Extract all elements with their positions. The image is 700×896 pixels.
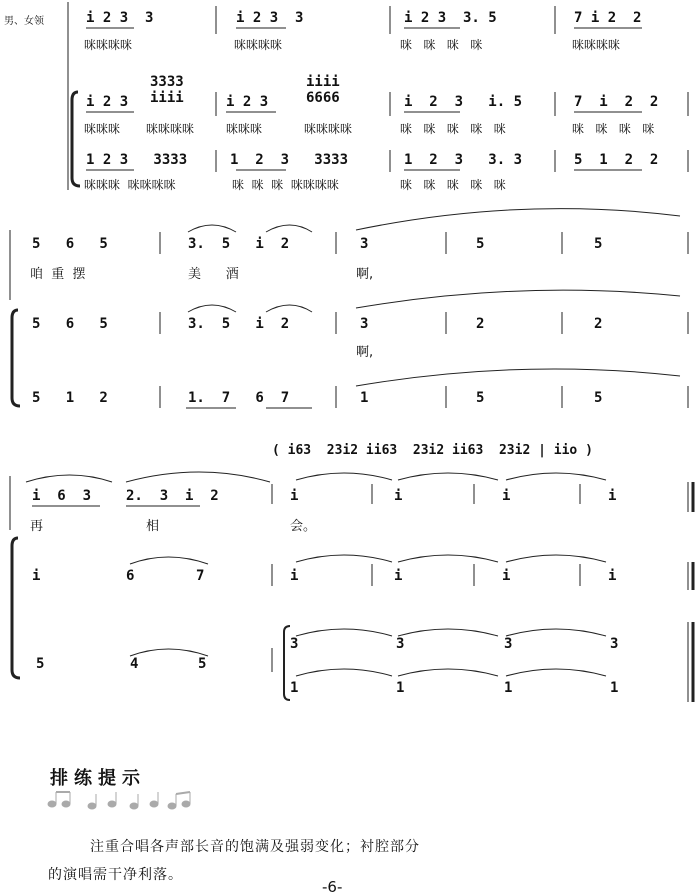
s1-lyric-4: 咪咪咪咪 bbox=[572, 38, 621, 52]
s2-lyric-6: 咪 咪 咪 咪 bbox=[572, 122, 655, 136]
voice-label: 男、女领 bbox=[4, 16, 44, 27]
s3-bottom-note-4: 1 bbox=[610, 680, 619, 696]
s1-lyric-2: 相 bbox=[146, 519, 160, 534]
s3-measure-4: 5 1 2 2 bbox=[574, 152, 659, 168]
s3-top-note-1: 3 bbox=[290, 636, 299, 652]
s1-measure-4: i bbox=[502, 488, 511, 504]
s2-note-3: 7 bbox=[196, 568, 205, 584]
s1-measure-1: i 2 3 3 bbox=[86, 10, 154, 26]
s3-measure-4: 5 bbox=[476, 390, 485, 406]
s1-lyric-3: 咪 咪 咪 咪 bbox=[400, 38, 483, 52]
s2-lyric-1: 啊, bbox=[356, 345, 374, 360]
s1-lyric-3: 啊, bbox=[356, 267, 374, 282]
s1-measure-1: 5 6 5 bbox=[32, 236, 108, 252]
s3-measure-2: 1. 7 6 7 bbox=[188, 390, 290, 406]
s2-note-2: 6 bbox=[126, 568, 135, 584]
s2-measure-5: 2 bbox=[594, 316, 603, 332]
s1-measure-2: i bbox=[290, 488, 299, 504]
s3-lyric-1: 咪咪咪 咪咪咪咪 bbox=[84, 178, 176, 192]
s3-bottom-note-1: 1 bbox=[290, 680, 299, 696]
s2-note-4: i bbox=[290, 568, 299, 584]
page-number: -6- bbox=[322, 878, 343, 896]
s3-measure-2: 1 2 3 3333 bbox=[230, 152, 349, 168]
s1-measure-3: i bbox=[394, 488, 403, 504]
tips-line-1: 注重合唱各声部长音的饱满及强弱变化；衬腔部分 bbox=[90, 839, 420, 855]
s2-lyric-5: 咪 咪 咪 咪 咪 bbox=[400, 122, 506, 136]
s1-measure-1b: 2. 3 i 2 bbox=[126, 488, 219, 504]
tips-line-2: 的演唱需干净利落。 bbox=[48, 867, 183, 883]
s2-note-6: i bbox=[502, 568, 511, 584]
s2-measure-3: 3 bbox=[360, 316, 369, 332]
s1-measure-4: 5 bbox=[476, 236, 485, 252]
s2-measure-1: 5 6 5 bbox=[32, 316, 108, 332]
s2-measure-4: 7 i 2 2 bbox=[574, 94, 659, 110]
s3-bottom-note-2: 1 bbox=[396, 680, 405, 696]
s2-measure-2b: iiii 6666 bbox=[306, 74, 340, 106]
s1-lyric-2: 咪咪咪咪 bbox=[234, 38, 283, 52]
s3-lyric-2: 咪 咪 咪 咪咪咪咪 bbox=[232, 178, 339, 192]
s3-measure-3: 1 2 3 3. 3 bbox=[404, 152, 523, 168]
tips-title: 排练提示 bbox=[50, 768, 146, 789]
s2-lyric-4: 咪咪咪咪 bbox=[304, 122, 353, 136]
s3-measure-3: 1 bbox=[360, 390, 369, 406]
s3-bottom-note-3: 1 bbox=[504, 680, 513, 696]
s2-lyric-3: 咪咪咪 bbox=[226, 122, 263, 136]
s1-lyric-1: 咱 重 摆 bbox=[30, 267, 86, 282]
s2-measure-4: 2 bbox=[476, 316, 485, 332]
s3-left-note-3: 5 bbox=[198, 656, 207, 672]
s1-measure-1a: i 6 3 bbox=[32, 488, 92, 504]
s3-measure-5: 5 bbox=[594, 390, 603, 406]
s1-measure-3: 3 bbox=[360, 236, 369, 252]
s2-lyric-2: 咪咪咪咪 bbox=[146, 122, 195, 136]
s3-left-note-2: 4 bbox=[130, 656, 139, 672]
s3-measure-1: 1 2 3 3333 bbox=[86, 152, 188, 168]
s2-measure-2a: i 2 3 bbox=[226, 94, 269, 110]
s2-measure-1a: i 2 3 bbox=[86, 94, 129, 110]
s1-measure-2: 3. 5 i 2 bbox=[188, 236, 290, 252]
music-notes-icon bbox=[46, 790, 196, 810]
s3-left-note-1: 5 bbox=[36, 656, 45, 672]
s2-measure-1b: 3333 iiii bbox=[150, 74, 184, 106]
s1-measure-3: i 2 3 3. 5 bbox=[404, 10, 497, 26]
s3-top-note-2: 3 bbox=[396, 636, 405, 652]
s1-lyric-1: 再 bbox=[30, 519, 44, 534]
s2-measure-2: 3. 5 i 2 bbox=[188, 316, 290, 332]
s1-measure-4: 7 i 2 2 bbox=[574, 10, 642, 26]
s2-note-5: i bbox=[394, 568, 403, 584]
s3-top-note-4: 3 bbox=[610, 636, 619, 652]
s1-lyric-2: 美 酒 bbox=[188, 267, 239, 282]
s1-measure-5: 5 bbox=[594, 236, 603, 252]
s2-note-1: i bbox=[32, 568, 41, 584]
interlude-line: ( i63 23i2 ii63 23i2 ii63 23i2 | iio ) bbox=[272, 443, 593, 458]
s1-measure-2: i 2 3 3 bbox=[236, 10, 304, 26]
s2-note-7: i bbox=[608, 568, 617, 584]
s2-lyric-1: 咪咪咪 bbox=[84, 122, 121, 136]
s3-lyric-3: 咪 咪 咪 咪 咪 bbox=[400, 178, 506, 192]
s1-lyric-1: 咪咪咪咪 bbox=[84, 38, 133, 52]
s1-measure-5: i bbox=[608, 488, 617, 504]
s3-top-note-3: 3 bbox=[504, 636, 513, 652]
s2-measure-3: i 2 3 i. 5 bbox=[404, 94, 523, 110]
s3-measure-1: 5 1 2 bbox=[32, 390, 108, 406]
s1-lyric-3: 会。 bbox=[290, 519, 317, 534]
